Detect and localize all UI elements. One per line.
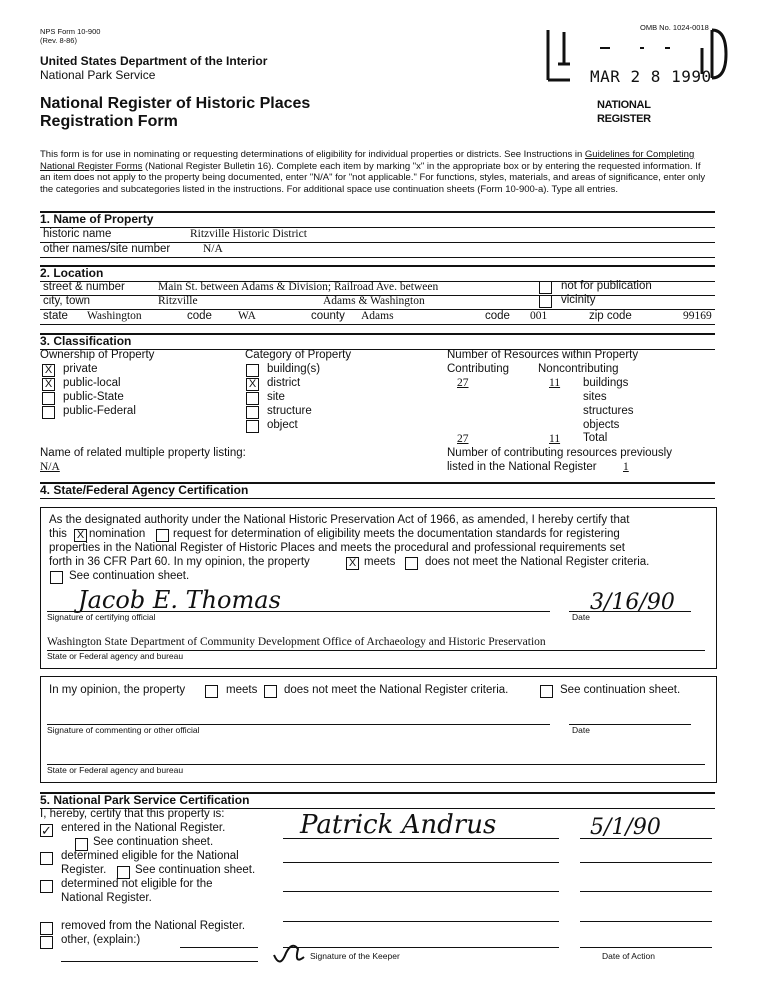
ownership-public-state-label: public-State — [63, 391, 124, 403]
form-subtitle: Registration Form — [40, 113, 178, 130]
eligible-checkbox[interactable] — [40, 852, 53, 865]
multiple-property-label: Name of related multiple property listing: — [40, 447, 246, 459]
eligible-continuation-label: See continuation sheet. — [135, 864, 256, 876]
opinion-text-d: See continuation sheet. — [560, 684, 681, 696]
state-label: state — [43, 310, 68, 322]
service-name: National Park Service — [40, 68, 156, 82]
certifying-agency-label: State or Federal agency and bureau — [47, 651, 184, 661]
meets-checkbox[interactable]: X — [346, 557, 359, 570]
guidelines-link[interactable]: Guidelines for Completing National Register Forms — [40, 149, 695, 172]
not-eligible-label-2: National Register. — [61, 892, 152, 904]
keeper-initials-mark — [268, 935, 308, 975]
cert-line-3: properties in the National Register of Historic Places and meets the procedural and professional requirements set — [49, 542, 625, 554]
entered-continuation-label: See continuation sheet. — [93, 836, 214, 848]
category-district-checkbox[interactable]: X — [246, 378, 259, 391]
rule — [40, 498, 715, 499]
contributing-header: Contributing — [447, 363, 510, 375]
zip-value[interactable]: 99169 — [683, 310, 712, 322]
resources-title: Number of Resources within Property — [447, 349, 639, 361]
section-divider — [40, 333, 715, 335]
street-value-line2[interactable]: Adams & Washington — [323, 295, 425, 307]
stamp-national: NATIONAL — [597, 99, 651, 111]
resource-structures-label: structures — [583, 405, 634, 417]
omb-number: OMB No. 1024-0018 — [640, 23, 709, 32]
rule — [40, 227, 715, 228]
contributing-total[interactable]: 27 — [457, 433, 469, 445]
previously-listed-label-1: Number of contributing resources previously — [447, 447, 672, 459]
ownership-public-local-checkbox[interactable]: X — [42, 378, 55, 391]
cert-line-2b: nomination — [89, 528, 146, 540]
keeper-line — [283, 921, 559, 922]
intro-paragraph — [40, 149, 710, 195]
section-divider — [40, 265, 715, 267]
opinion-continuation-checkbox[interactable] — [540, 685, 553, 698]
keeper-signature-label: Signature of the Keeper — [310, 951, 400, 961]
cert-line-2a: this — [49, 528, 67, 540]
other-explain-line — [180, 947, 258, 948]
removed-label: removed from the National Register. — [61, 920, 246, 932]
entered-label: entered in the National Register. — [61, 822, 226, 834]
resource-sites-label: sites — [583, 391, 607, 403]
contributing-buildings[interactable]: 27 — [457, 377, 469, 389]
category-buildings-label: building(s) — [267, 363, 321, 375]
action-date-line — [580, 921, 712, 922]
ownership-title: Ownership of Property — [40, 349, 155, 361]
section-4-title: 4. State/Federal Agency Certification — [40, 483, 249, 497]
certifying-agency-value[interactable]: Washington State Department of Community Development Office of Archaeology and Historic Preservation — [47, 636, 546, 648]
opinion-text-b: meets — [226, 684, 258, 696]
certifying-signature[interactable]: Jacob E. Thomas — [78, 586, 281, 614]
street-label: street & number — [43, 281, 125, 293]
certifying-signature-label: Signature of certifying official — [47, 612, 156, 622]
eligible-label-2: Register. — [61, 864, 107, 876]
action-date-line — [580, 947, 712, 948]
ownership-public-federal-label: public-Federal — [63, 405, 136, 417]
form-number: NPS Form 10-900 — [40, 27, 101, 36]
cert-line-1: As the designated authority under the National Historic Preservation Act of 1966, as amended, I hereby certify that — [49, 514, 630, 526]
cert-line-4b: meets — [364, 556, 396, 568]
keeper-line — [283, 862, 559, 863]
state-code-label: code — [187, 310, 212, 322]
section-2-title: 2. Location — [40, 266, 104, 280]
not-eligible-label: determined not eligible for the — [61, 878, 213, 890]
category-object-checkbox[interactable] — [246, 420, 259, 433]
category-object-label: object — [267, 419, 298, 431]
entered-checkbox[interactable]: ✓ — [41, 823, 52, 838]
action-date-label: Date of Action — [602, 951, 655, 961]
rule — [40, 324, 715, 325]
vicinity-checkbox[interactable] — [539, 295, 552, 308]
cert-line-4a: forth in 36 CFR Part 60. In my opinion, the property — [49, 556, 310, 568]
commenting-date-label: Date — [572, 725, 590, 735]
certifying-date-label: Date — [572, 612, 590, 622]
stamp-register: REGISTER — [597, 113, 651, 125]
category-title: Category of Property — [245, 349, 352, 361]
street-value-line1[interactable]: Main St. between Adams & Division; Railroad Ave. between — [158, 281, 439, 293]
county-code-value[interactable]: 001 — [530, 310, 548, 322]
city-value[interactable]: Ritzville — [158, 295, 198, 307]
cert-line-2c: request for determination of eligibility meets the documentation standards for registering — [173, 528, 620, 540]
does-not-meet-checkbox[interactable] — [405, 557, 418, 570]
previously-listed-label-2: listed in the National Register — [447, 461, 597, 473]
ownership-private-label: private — [63, 363, 98, 375]
category-buildings-checkbox[interactable] — [246, 364, 259, 377]
vicinity-label: vicinity — [561, 294, 596, 306]
resource-buildings-label: buildings — [583, 377, 629, 389]
resource-total-label: Total — [583, 432, 608, 444]
zip-label: zip code — [589, 310, 632, 322]
opinion-does-not-meet-checkbox[interactable] — [264, 685, 277, 698]
nps-intro: I, hereby, certify that this property is: — [40, 808, 225, 820]
stamp-date: MAR 2 8 1990 — [590, 67, 712, 86]
opinion-text-c: does not meet the National Register criteria. — [284, 684, 509, 696]
category-structure-checkbox[interactable] — [246, 406, 259, 419]
previously-listed-value[interactable]: 1 — [623, 461, 629, 473]
request-determination-checkbox[interactable] — [156, 529, 169, 542]
other-explain-line-2 — [61, 961, 258, 962]
opinion-text-a: In my opinion, the property — [49, 684, 186, 696]
cert-line-4c: does not meet the National Register criteria. — [425, 556, 650, 568]
ownership-public-federal-checkbox[interactable] — [42, 406, 55, 419]
not-for-publication-checkbox[interactable] — [539, 281, 552, 294]
county-code-label: code — [485, 310, 510, 322]
other-names-value[interactable]: N/A — [203, 243, 223, 255]
ownership-public-local-label: public-local — [63, 377, 121, 389]
section-1-title: 1. Name of Property — [40, 212, 154, 226]
nomination-checkbox[interactable]: X — [74, 529, 87, 542]
form-revision: (Rev. 8-86) — [40, 36, 77, 45]
category-structure-label: structure — [267, 405, 312, 417]
multiple-property-value[interactable]: N/A — [40, 461, 60, 473]
commenting-signature-label: Signature of commenting or other official — [47, 725, 200, 735]
action-date-value[interactable]: 5/1/90 — [590, 815, 661, 840]
ownership-public-state-checkbox[interactable] — [42, 392, 55, 405]
category-district-label: district — [267, 377, 301, 389]
action-date-line — [580, 862, 712, 863]
department-name: United States Department of the Interior — [40, 54, 268, 68]
keeper-signature[interactable]: Patrick Andrus — [300, 810, 497, 840]
keeper-line — [283, 838, 559, 839]
state-value[interactable]: Washington — [87, 310, 142, 322]
other-names-label: other names/site number — [43, 243, 171, 255]
keeper-line — [283, 947, 559, 948]
not-for-publication-label: not for publication — [561, 280, 652, 292]
section-5-title: 5. National Park Service Certification — [40, 793, 250, 807]
noncontributing-header: Noncontributing — [538, 363, 619, 375]
action-date-line — [580, 891, 712, 892]
opinion-meets-checkbox[interactable] — [205, 685, 218, 698]
cert-line-5: See continuation sheet. — [69, 570, 190, 582]
not-eligible-checkbox[interactable] — [40, 880, 53, 893]
category-site-label: site — [267, 391, 285, 403]
category-site-checkbox[interactable] — [246, 392, 259, 405]
eligible-label: determined eligible for the National — [61, 850, 239, 862]
county-value[interactable]: Adams — [361, 310, 394, 322]
rule — [40, 257, 715, 258]
keeper-line — [283, 891, 559, 892]
action-date-line — [580, 838, 712, 839]
intro-text-a: This form is for use in nominating or requesting determinations of eligibility for individual properties or districts. See Instructions in — [40, 149, 585, 160]
historic-name-value[interactable]: Ritzville Historic District — [190, 228, 307, 240]
noncontributing-total[interactable]: 11 — [549, 433, 561, 445]
intro-text-b: (National Register Bulletin 16). Complete each item by marking "x" in the appropriate box or by entering the requested information. If an item does not apply to the property being documented, enter "N/A" for "not applicable." For functions, styles, materials, and areas of significance, enter only the categories and subcategories listed in the instructions. For additional space use continuation sheets (Form 10-900-a). Type all entries. — [40, 160, 706, 195]
state-code-value[interactable]: WA — [238, 310, 256, 322]
historic-name-label: historic name — [43, 228, 112, 240]
other-checkbox[interactable] — [40, 936, 53, 949]
noncontributing-buildings[interactable]: 11 — [549, 377, 561, 389]
removed-checkbox[interactable] — [40, 922, 53, 935]
certifying-date-value[interactable]: 3/16/90 — [590, 590, 675, 615]
cert-continuation-checkbox[interactable] — [50, 571, 63, 584]
resource-objects-label: objects — [583, 419, 620, 431]
other-label: other, (explain:) — [61, 934, 141, 946]
section-3-title: 3. Classification — [40, 334, 132, 348]
form-title: National Register of Historic Places — [40, 95, 311, 112]
commenting-agency-label: State or Federal agency and bureau — [47, 765, 184, 775]
city-label: city, town — [43, 295, 91, 307]
ownership-private-checkbox[interactable]: X — [42, 364, 55, 377]
county-label: county — [311, 310, 345, 322]
